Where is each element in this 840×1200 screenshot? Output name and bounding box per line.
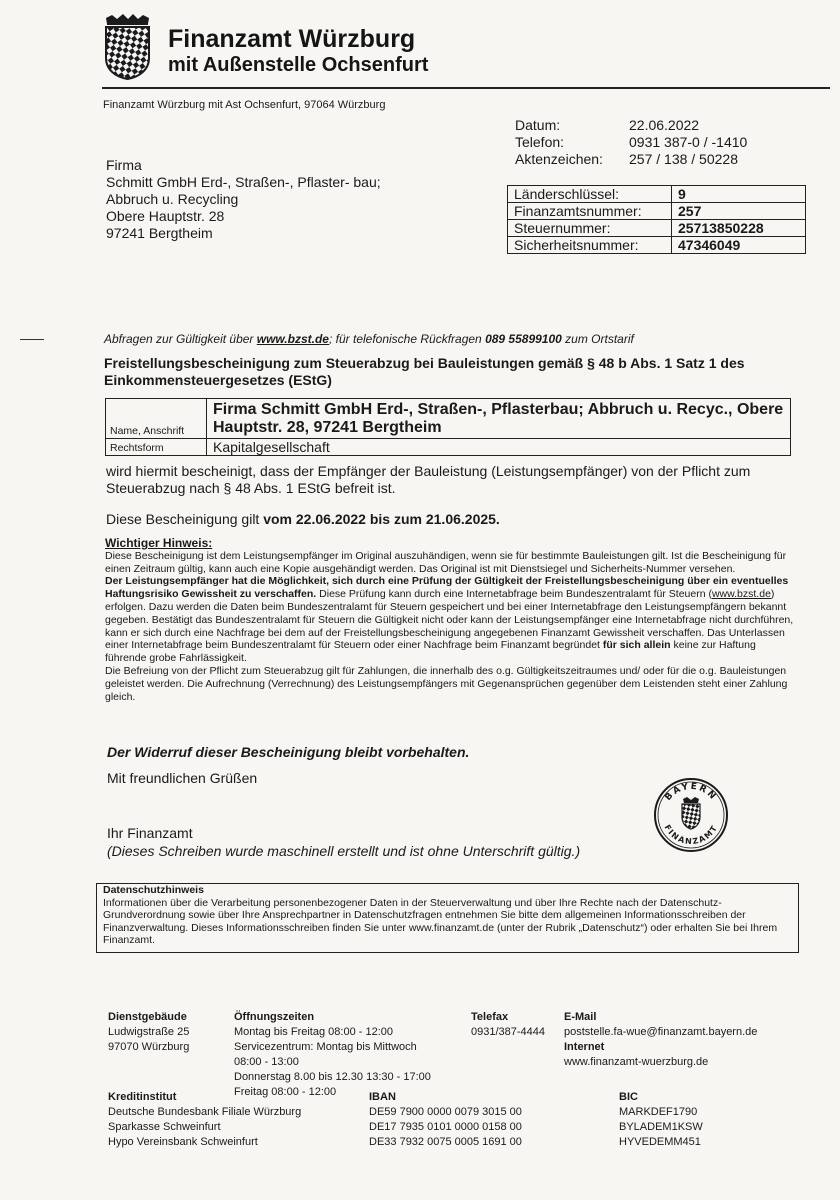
- name-label: Name, Anschrift: [106, 399, 207, 439]
- bzst-link[interactable]: www.bzst.de: [711, 588, 771, 601]
- id-label: Steuernummer:: [508, 220, 672, 237]
- privacy-text: Informationen über die Verarbeitung personenbezogener Daten in der Steuerverwaltung und über Ihre Rechte nach der Datenschutz-Grundverordnung sowie über Ihre Ansprechpartner in Datenschutzfragen entnehmen Sie bitte dem allgemeinen Informationsschreiben der Finanzverwaltung. Dieses Informationsschreiben finden Sie unter www.finanzamt.de (unter der Rubrik „Datenschutz“) oder erhalten Sie bei Ihrem Finanzamt.: [103, 896, 778, 947]
- bank-bic: HYVEDEMM451: [619, 1136, 701, 1148]
- notice-text: ) erfolgen. Dazu werden die Daten beim Bundeszentralamt für Steuern gespeichert und bei einer Internetabfrage den Leistungsempfängern bekannt gegeben. Bestätigt das Bundeszentralamt für Steuern die Gültigkeit nicht oder kann der Leistungsempfänger eine Internetabfrage nicht durchführen, kann er sich durch eine Nachfrage bei dem auf der Freistellungsbescheinigung angegebenen Finanzamt Gewissheit verschaffen. Das Unterlassen einer Internetabfrage beim Bundeszentralamt für Steuern oder einer Nachfrage beim Finanzamt begründet: [105, 588, 794, 652]
- legal-form-value: Kapitalgesellschaft: [207, 439, 791, 456]
- fold-mark: [20, 339, 44, 340]
- recipient-line: Obere Hauptstr. 28: [106, 208, 225, 224]
- footer-contact: [564, 1010, 757, 1070]
- svg-text:FINANZAMT: FINANZAMT: [662, 823, 720, 847]
- privacy-heading: Datenschutzhinweis: [103, 884, 204, 896]
- id-label: Sicherheitsnummer:: [508, 237, 672, 254]
- notice-bold-text: Der Leistungsempfänger hat die Möglichkeit, sich durch eine Prüfung der Gültigkeit der Freistellungsbescheinigung über ein eventuelles Haftungsrisiko Gewissheit zu verschaffen.: [105, 575, 789, 601]
- sender-line: Finanzamt Würzburg mit Ast Ochsenfurt, 97064 Würzburg: [103, 99, 386, 111]
- notice-paragraph: Die Befreiung von der Pflicht zum Steuerabzug gilt für Zahlungen, die innerhalb des o.g. Gültigkeitszeitraumes und/ oder für die o.g. Bauleistungen geleistet werden. Die Aufrechnung (Verrechnung) des Leistungsempfängers mit Gegenansprüchen gegenüber dem Leistenden steht einer Zahlung gleich.: [105, 664, 788, 703]
- meta-row-phone: [515, 134, 747, 151]
- machine-generated-note: (Dieses Schreiben wurde maschinell erstellt und ist ohne Unterschrift gültig.): [107, 843, 581, 859]
- footer-opening-hours: [234, 1010, 431, 1100]
- bank-iban: DE17 7935 0101 0000 0158 00: [369, 1121, 522, 1133]
- footer-text: Servicezentrum: Montag bis Mittwoch: [234, 1041, 417, 1053]
- footer-building: [108, 1010, 189, 1055]
- revocation-note: Der Widerruf dieser Bescheinigung bleibt vorbehalten.: [107, 744, 470, 760]
- footer-label: Dienstgebäude: [108, 1011, 187, 1023]
- validity-query-line: [104, 332, 634, 346]
- footer-text: Montag bis Freitag 08:00 - 12:00: [234, 1026, 393, 1038]
- recipient-line: 97241 Bergtheim: [106, 225, 213, 241]
- footer-label: Kreditinstitut: [108, 1091, 177, 1103]
- meta-label: Aktenzeichen:: [515, 151, 603, 167]
- table-row: [508, 203, 806, 220]
- website-link[interactable]: www.finanzamt-wuerzburg.de: [564, 1056, 709, 1068]
- table-row: [508, 220, 806, 237]
- hotline-number: 089 55899100: [485, 332, 562, 346]
- notice-bold-text: für sich allein: [602, 639, 671, 652]
- footer-label: Telefax: [471, 1011, 509, 1023]
- tax-id-table: [507, 185, 806, 254]
- query-suffix: zum Ortstarif: [561, 332, 634, 346]
- certificate-title: Freistellungsbescheinigung zum Steuerabzug bei Bauleistungen gemäß § 48 b Abs. 1 Satz 1 des Einkommensteuergesetzes (EStG): [104, 355, 745, 388]
- bank-iban: DE59 7900 0000 0079 3015 00: [369, 1106, 522, 1118]
- meta-row-date: [515, 117, 747, 134]
- beneficiary-table: [105, 398, 791, 456]
- bank-iban: DE33 7932 0075 0005 1691 00: [369, 1136, 522, 1148]
- greeting: Mit freundlichen Grüßen: [107, 770, 258, 786]
- query-middle: ; für telefonische Rückfragen: [328, 332, 486, 346]
- validity-range: vom 22.06.2022 bis zum 21.06.2025.: [263, 511, 500, 527]
- name-value: Firma Schmitt GmbH Erd-, Straßen-, Pflasterbau; Abbruch u. Recyc., Obere Hauptstr. 28, 97241 Bergtheim: [207, 399, 791, 439]
- svg-text:BAYERN: BAYERN: [663, 781, 719, 803]
- table-row: [508, 237, 806, 254]
- table-row: [106, 399, 791, 439]
- id-value: 257: [672, 203, 806, 220]
- footer-text: 97070 Würzburg: [108, 1041, 190, 1053]
- table-row: [106, 439, 791, 456]
- notice-text: keine zur Haftung führende grobe Fahrlässigkeit.: [105, 639, 756, 665]
- bank-name: Hypo Vereinsbank Schweinfurt: [108, 1136, 258, 1148]
- signature-line: Ihr Finanzamt: [107, 825, 193, 841]
- legal-form-label: Rechtsform: [106, 439, 207, 456]
- query-prefix: Abfragen zur Gültigkeit über: [104, 332, 257, 346]
- id-value: 9: [672, 186, 806, 203]
- letter-meta: [515, 117, 747, 168]
- footer-label: E-Mail: [564, 1011, 597, 1023]
- office-title: Finanzamt Würzburg: [168, 25, 416, 53]
- validity-statement: [106, 511, 500, 527]
- footer-iban: [369, 1090, 522, 1150]
- footer-text: 0931/387-4444: [471, 1026, 546, 1038]
- recipient-line: Firma: [106, 157, 142, 173]
- meta-row-file-number: [515, 151, 747, 168]
- bank-name: Sparkasse Schweinfurt: [108, 1121, 221, 1133]
- footer-label: Internet: [564, 1041, 605, 1053]
- email-link[interactable]: poststelle.fa-wue@finanzamt.bayern.de: [564, 1026, 758, 1038]
- bank-bic: MARKDEF1790: [619, 1106, 698, 1118]
- notice-text: Diese Prüfung kann durch eine Internetabfrage beim Bundeszentralamt für Steuern (: [316, 588, 712, 601]
- bzst-link[interactable]: www.bzst.de: [256, 332, 329, 346]
- meta-value: 22.06.2022: [629, 117, 700, 133]
- meta-label: Telefon:: [515, 134, 565, 150]
- id-value: 47346049: [672, 237, 806, 254]
- official-seal: [653, 777, 729, 853]
- bank-bic: BYLADEM1KSW: [619, 1121, 703, 1133]
- footer-text: Donnerstag 8.00 bis 12.30 13:30 - 17:00: [234, 1071, 431, 1083]
- notice-paragraph: [105, 575, 798, 665]
- header-divider: [102, 87, 830, 89]
- office-subtitle: mit Außenstelle Ochsenfurt: [168, 54, 429, 76]
- meta-value: 257 / 138 / 50228: [629, 151, 738, 167]
- id-label: Finanzamtsnummer:: [508, 203, 672, 220]
- recipient-address: [106, 157, 381, 242]
- footer-banks: [108, 1090, 301, 1150]
- id-value: 25713850228: [672, 220, 806, 237]
- bank-name: Deutsche Bundesbank Filiale Würzburg: [108, 1106, 302, 1118]
- exemption-statement: wird hiermit bescheinigt, dass der Empfänger der Bauleistung (Leistungsempfänger) von der Pflicht zum Steuerabzug nach § 48 Abs. 1 EStG befreit ist.: [106, 463, 751, 496]
- notice-heading: Wichtiger Hinweis:: [105, 536, 213, 550]
- meta-value: 0931 387-0 / -1410: [629, 134, 748, 150]
- meta-label: Datum:: [515, 117, 561, 133]
- footer-label: BIC: [619, 1091, 638, 1103]
- footer-fax: [471, 1010, 545, 1040]
- bavaria-crest-logo: [103, 14, 152, 80]
- footer-text: Ludwigstraße 25: [108, 1026, 190, 1038]
- validity-prefix: Diese Bescheinigung gilt: [106, 511, 264, 527]
- notice-paragraph: Diese Bescheinigung ist dem Leistungsempfänger im Original auszuhändigen, wenn sie für bestimmte Bauleistungen gilt. Ist die Bescheinigung für einen Zeitraum gültig, kann auch eine Kopie ausgehändigt werden. Das Original ist mit Dienstsiegel und Sicherheits-Nummer versehen.: [105, 549, 787, 575]
- footer-label: Öffnungszeiten: [234, 1011, 315, 1023]
- footer-label: IBAN: [369, 1091, 396, 1103]
- important-notice: [105, 537, 798, 703]
- table-row: [508, 186, 806, 203]
- footer-text: Freitag 08:00 - 12:00: [234, 1086, 337, 1098]
- footer-text: 08:00 - 13:00: [234, 1056, 299, 1068]
- privacy-notice-box: [96, 883, 799, 953]
- footer-bic: [619, 1090, 703, 1150]
- recipient-line: Abbruch u. Recycling: [106, 191, 239, 207]
- recipient-line: Schmitt GmbH Erd-, Straßen-, Pflaster- bau;: [106, 174, 381, 190]
- id-label: Länderschlüssel:: [508, 186, 672, 203]
